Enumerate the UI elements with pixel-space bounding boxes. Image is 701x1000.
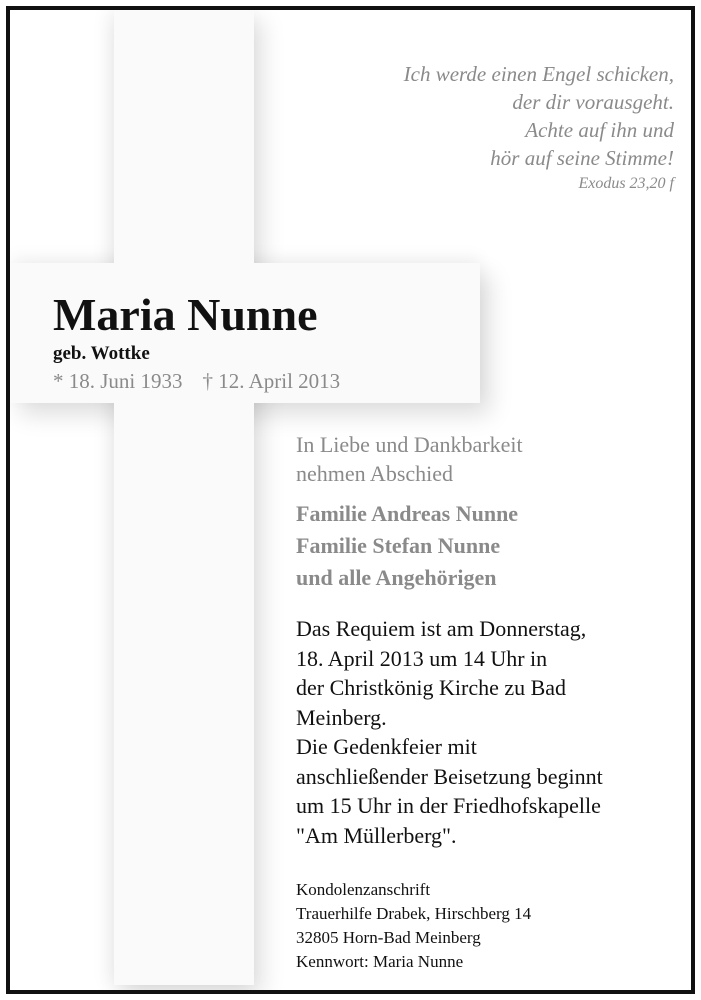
requiem-line: "Am Müllerberg". bbox=[296, 822, 457, 848]
life-dates bbox=[53, 368, 340, 394]
verse-line: der dir vorausgeht. bbox=[512, 90, 674, 114]
mourner: Familie Andreas Nunne bbox=[296, 501, 519, 526]
mourner: und alle Angehörigen bbox=[296, 565, 497, 590]
condolence-line: Kennwort: Maria Nunne bbox=[296, 952, 464, 971]
condolence-line: Trauerhilfe Drabek, Hirschberg 14 bbox=[296, 904, 532, 923]
death-date: † 12. April 2013 bbox=[202, 369, 341, 393]
requiem-line: 18. April 2013 um 14 Uhr in bbox=[296, 645, 548, 671]
requiem-line: anschließender Beisetzung beginnt bbox=[296, 763, 603, 789]
verse-reference: Exodus 23,20 f bbox=[578, 175, 674, 192]
condolence-line: Kondolenzanschrift bbox=[296, 880, 431, 899]
cross-vertical-face bbox=[114, 10, 254, 985]
deceased-name: Maria Nunne bbox=[53, 289, 318, 340]
birth-date: * 18. Juni 1933 bbox=[53, 369, 183, 393]
verse-line: Achte auf ihn und bbox=[525, 118, 674, 142]
farewell-line: In Liebe und Dankbarkeit bbox=[296, 432, 523, 457]
requiem-line: um 15 Uhr in der Friedhofskapelle bbox=[296, 793, 601, 818]
bible-verse bbox=[404, 60, 674, 196]
requiem-line: Die Gedenkfeier mit bbox=[296, 734, 477, 759]
requiem-line: Das Requiem ist am Donnerstag, bbox=[296, 616, 587, 641]
condolence-line: 32805 Horn-Bad Meinberg bbox=[296, 928, 481, 947]
condolence-address bbox=[296, 878, 531, 974]
mourner: Familie Stefan Nunne bbox=[296, 533, 501, 558]
requiem-line: Meinberg. bbox=[296, 704, 387, 730]
mourners-list bbox=[296, 498, 518, 594]
birth-name: geb. Wottke bbox=[53, 343, 150, 364]
obituary-frame bbox=[6, 6, 695, 994]
verse-line: Ich werde einen Engel schicken, bbox=[403, 62, 674, 86]
requiem-notice bbox=[296, 614, 603, 850]
verse-line: hör auf seine Stimme! bbox=[490, 146, 674, 170]
farewell-text bbox=[296, 430, 523, 488]
requiem-line: der Christkönig Kirche zu Bad bbox=[296, 675, 567, 700]
farewell-line: nehmen Abschied bbox=[296, 461, 454, 486]
